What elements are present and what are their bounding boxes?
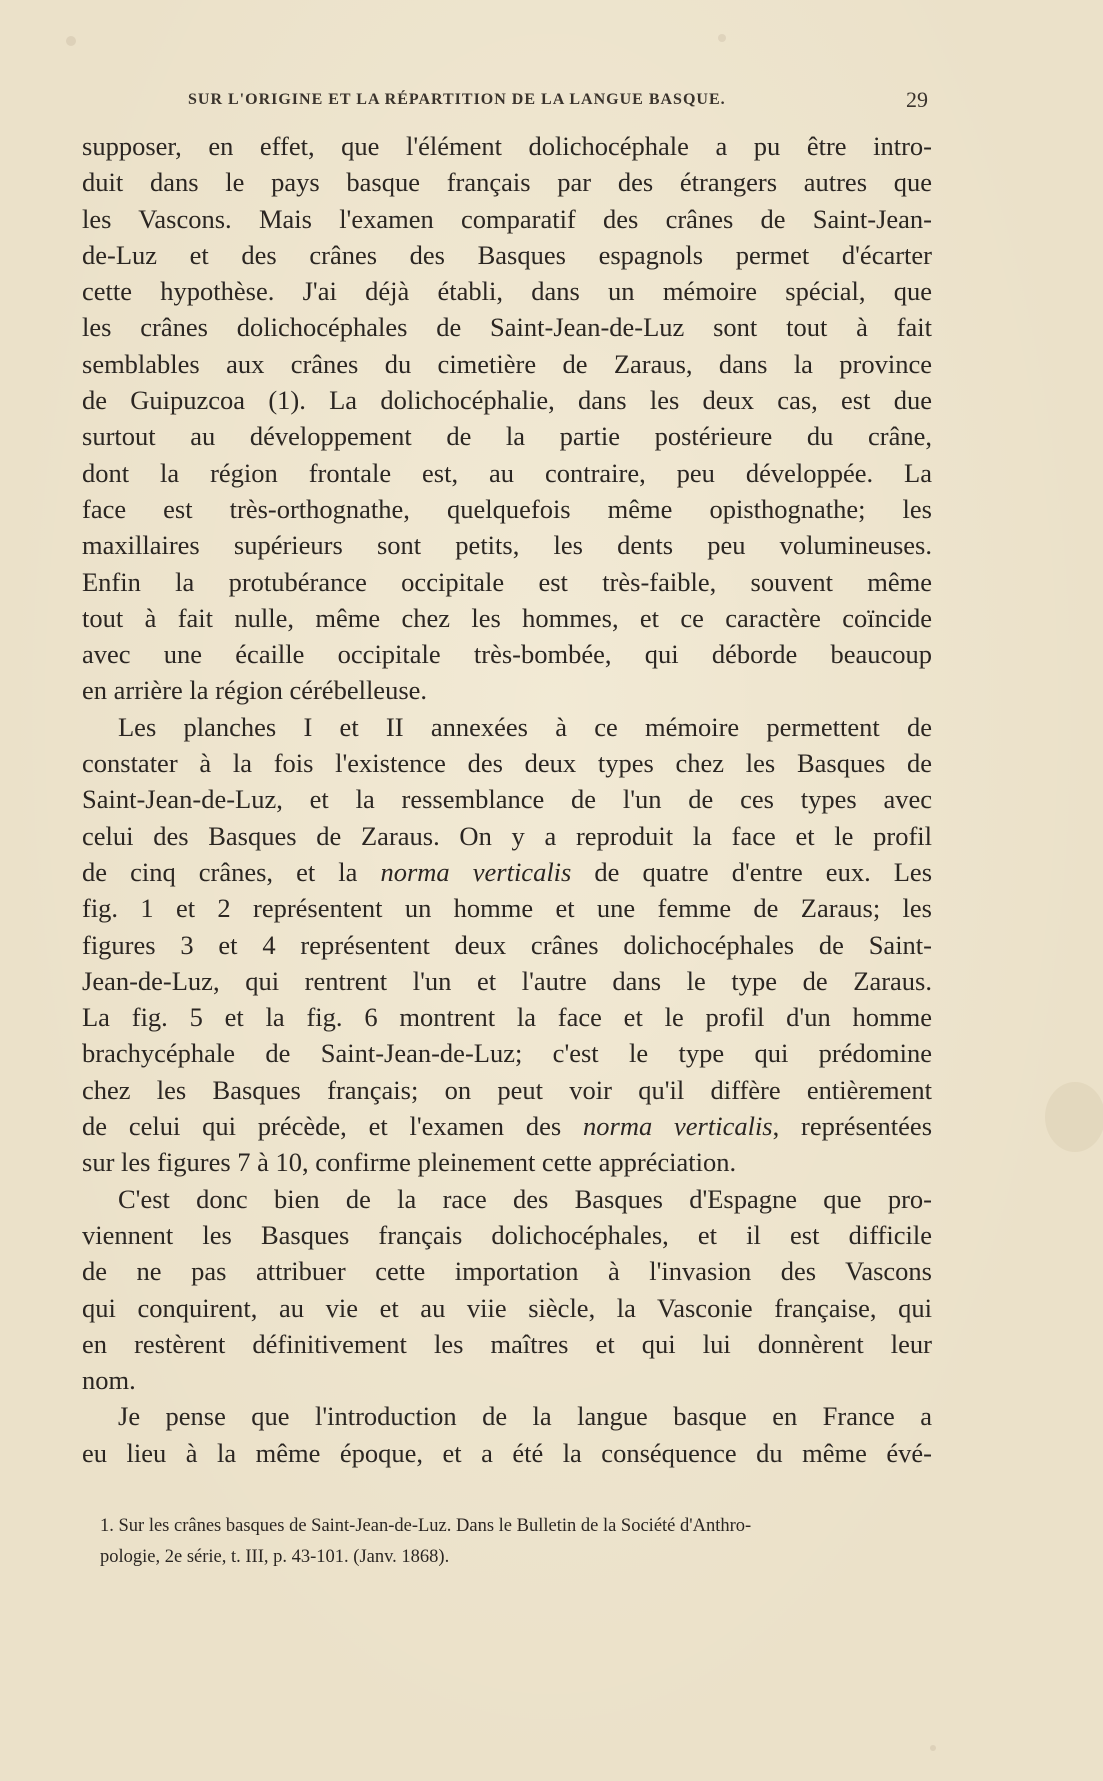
footnote-line: pologie, 2e série, t. III, p. 43-101. (Janv. 1868).	[100, 1547, 450, 1567]
text-line: fig. 1 et 2 représentent un homme et une femme de Zaraus; les	[82, 893, 932, 924]
text-line: de celui qui précède, et l'examen des norma verticalis, représentées	[82, 1111, 933, 1142]
running-head-title: SUR L'ORIGINE ET LA RÉPARTITION DE LA LANGUE BASQUE.	[188, 91, 726, 108]
text-line: brachycéphale de Saint-Jean-de-Luz; c'est le type qui prédomine	[82, 1038, 932, 1069]
paper-stain	[66, 36, 76, 46]
text-line: Jean-de-Luz, qui rentrent l'un et l'autre dans le type de Zaraus.	[82, 965, 932, 996]
running-head	[188, 87, 928, 115]
text-line: face est très-orthognathe, quelquefois même opisthognathe; les	[82, 493, 932, 524]
text-line: celui des Basques de Zaraus. On y a reproduit la face et le profil	[82, 820, 932, 851]
footnote	[100, 1511, 940, 1573]
text-line: en arrière la région cérébelleuse.	[82, 675, 428, 706]
body-text	[82, 128, 932, 1471]
text-line: La fig. 5 et la fig. 6 montrent la face et le profil d'un homme	[82, 1002, 932, 1033]
text-line: de ne pas attribuer cette importation à l'invasion des Vascons	[82, 1256, 932, 1287]
text-line: en restèrent définitivement les maîtres et qui lui donnèrent leur	[82, 1328, 932, 1359]
text-line: chez les Basques français; on peut voir qu'il diffère entièrement	[82, 1074, 932, 1105]
text-line: qui conquirent, au vie et au viie siècle, la Vasconie française, qui	[82, 1292, 932, 1323]
text-line: sur les figures 7 à 10, confirme pleinement cette appréciation.	[82, 1147, 737, 1178]
text-line: surtout au développement de la partie postérieure du crâne,	[82, 421, 932, 452]
text-line: tout à fait nulle, même chez les hommes, et ce caractère coïncide	[82, 602, 932, 633]
footnote-line: 1. Sur les crânes basques de Saint-Jean-de-Luz. Dans le Bulletin de la Société d'Anthro-	[100, 1516, 752, 1536]
text-line: cette hypothèse. J'ai déjà établi, dans un mémoire spécial, que	[82, 276, 932, 307]
text-line: eu lieu à la même époque, et a été la conséquence du même évé-	[82, 1437, 932, 1468]
text-line: nom.	[82, 1365, 136, 1396]
text-line: avec une écaille occipitale très-bombée, qui déborde beaucoup	[82, 639, 932, 670]
text-line: de-Luz et des crânes des Basques espagnols permet d'écarter	[82, 239, 932, 270]
text-line: semblables aux crânes du cimetière de Zaraus, dans la province	[82, 348, 932, 379]
text-line: les Vascons. Mais l'examen comparatif des crânes de Saint-Jean-	[82, 203, 932, 234]
text-line: figures 3 et 4 représentent deux crânes dolichocéphales de Saint-	[82, 929, 932, 960]
text-line: dont la région frontale est, au contraire, peu développée. La	[82, 457, 932, 488]
text-line: Les planches I et II annexées à ce mémoire permettent de	[118, 711, 932, 742]
text-line: constater à la fois l'existence des deux types chez les Basques de	[82, 748, 932, 779]
text-line: maxillaires supérieurs sont petits, les dents peu volumineuses.	[82, 530, 932, 561]
text-line: Saint-Jean-de-Luz, et la ressemblance de l'un de ces types avec	[82, 784, 932, 815]
text-line: de cinq crânes, et la norma verticalis de quatre d'entre eux. Les	[82, 856, 933, 887]
text-line: Je pense que l'introduction de la langue basque en France a	[118, 1401, 932, 1432]
paper-stain	[930, 1745, 936, 1751]
text-line: duit dans le pays basque français par des étrangers autres que	[82, 167, 932, 198]
text-line: de Guipuzcoa (1). La dolichocéphalie, dans les deux cas, est due	[82, 385, 932, 416]
paper-stain	[718, 34, 726, 42]
text-line: les crânes dolichocéphales de Saint-Jean-de-Luz sont tout à fait	[82, 312, 932, 343]
text-line: Enfin la protubérance occipitale est très-faible, souvent même	[82, 566, 932, 597]
paper-stain	[1045, 1082, 1103, 1152]
text-line: supposer, en effet, que l'élément dolichocéphale a pu être intro-	[82, 131, 932, 161]
text-line: viennent les Basques français dolichocéphales, et il est difficile	[82, 1219, 932, 1250]
page-number: 29	[906, 87, 928, 112]
text-line: C'est donc bien de la race des Basques d'Espagne que pro-	[118, 1183, 932, 1214]
